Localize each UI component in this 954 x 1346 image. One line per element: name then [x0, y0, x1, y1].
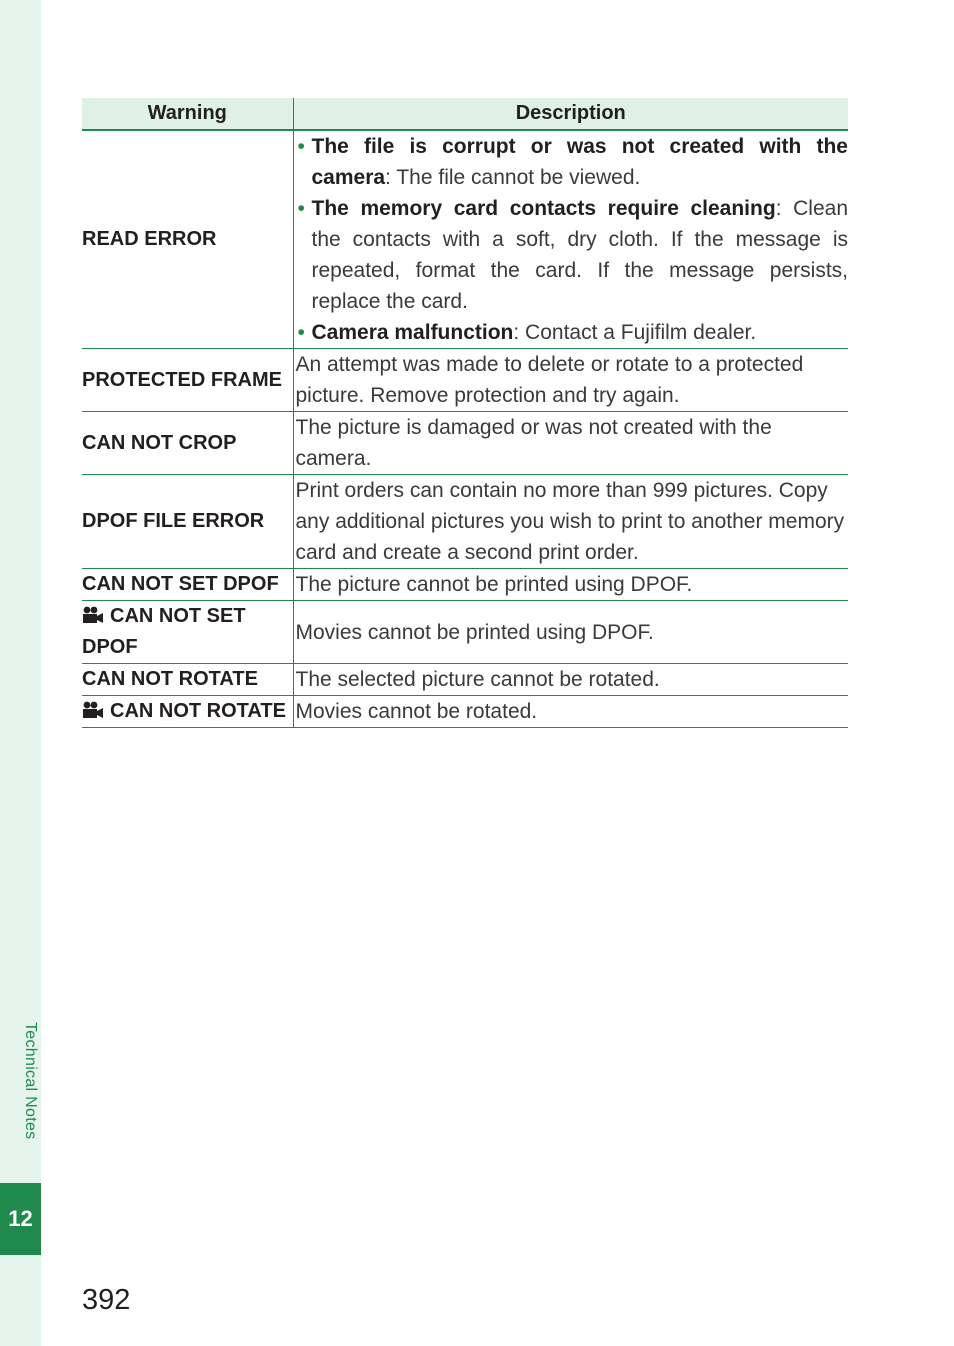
- warning-can-not-rotate: CAN NOT ROTATE: [82, 664, 293, 696]
- warning-text: CAN NOT SET DPOF: [82, 605, 246, 658]
- table-row: [82, 130, 848, 349]
- bullet-title: The memory card contacts require cleaning: [311, 197, 776, 220]
- warning-can-not-set-dpof: CAN NOT SET DPOF: [82, 569, 293, 601]
- warning-can-not-crop: CAN NOT CROP: [82, 412, 293, 475]
- header-description: Description: [293, 98, 848, 130]
- bullet-title: Camera malfunction: [311, 321, 514, 344]
- table-row: [82, 412, 848, 475]
- table-header-row: [82, 98, 848, 130]
- chapter-number: 12: [8, 1206, 33, 1231]
- description-cell: Movies cannot be printed using DPOF.: [293, 601, 848, 664]
- table-row: [82, 601, 848, 664]
- bullet-text: : Contact a Fujifilm dealer.: [513, 321, 757, 344]
- list-item: [296, 193, 849, 317]
- chapter-tab[interactable]: [0, 1183, 41, 1255]
- table-row: [82, 349, 848, 412]
- description-cell: [293, 130, 848, 349]
- movie-camera-icon: [82, 606, 104, 624]
- table-row: [82, 569, 848, 601]
- page-number: 392: [82, 1284, 131, 1316]
- warning-protected-frame: PROTECTED FRAME: [82, 349, 293, 412]
- warning-movie-can-not-set-dpof: [82, 601, 293, 664]
- table-row: [82, 475, 848, 569]
- bullet-list: [296, 131, 849, 348]
- bullet-text: : The file cannot be viewed.: [385, 166, 641, 189]
- list-item: [296, 131, 849, 193]
- warning-read-error: READ ERROR: [82, 130, 293, 349]
- bullet-title: The file is corrupt or was not created with the camera: [311, 135, 848, 189]
- movie-camera-icon: [82, 701, 104, 719]
- description-cell: Print orders can contain no more than 999 pictures. Copy any additional pictures you wish to print to another memory card and create a second print order.: [293, 475, 848, 569]
- description-cell: An attempt was made to delete or rotate to a protected picture. Remove protection and try again.: [293, 349, 848, 412]
- warning-movie-can-not-rotate: [82, 696, 293, 728]
- description-cell: The picture is damaged or was not created with the camera.: [293, 412, 848, 475]
- header-warning: Warning: [82, 98, 293, 130]
- description-cell: Movies cannot be rotated.: [293, 696, 848, 728]
- list-item: [296, 317, 849, 348]
- warning-dpof-file-error: DPOF FILE ERROR: [82, 475, 293, 569]
- bullet-text: : Clean the contacts with a soft, dry cloth. If the message is repeated, format the card. If the message persists, replace the card.: [311, 197, 848, 313]
- table-row: [82, 696, 848, 728]
- warning-text: CAN NOT ROTATE: [110, 700, 286, 722]
- chapter-label: Technical Notes: [22, 1022, 39, 1140]
- description-cell: The selected picture cannot be rotated.: [293, 664, 848, 696]
- description-cell: The picture cannot be printed using DPOF.: [293, 569, 848, 601]
- table-row: [82, 664, 848, 696]
- warnings-table: [82, 98, 848, 728]
